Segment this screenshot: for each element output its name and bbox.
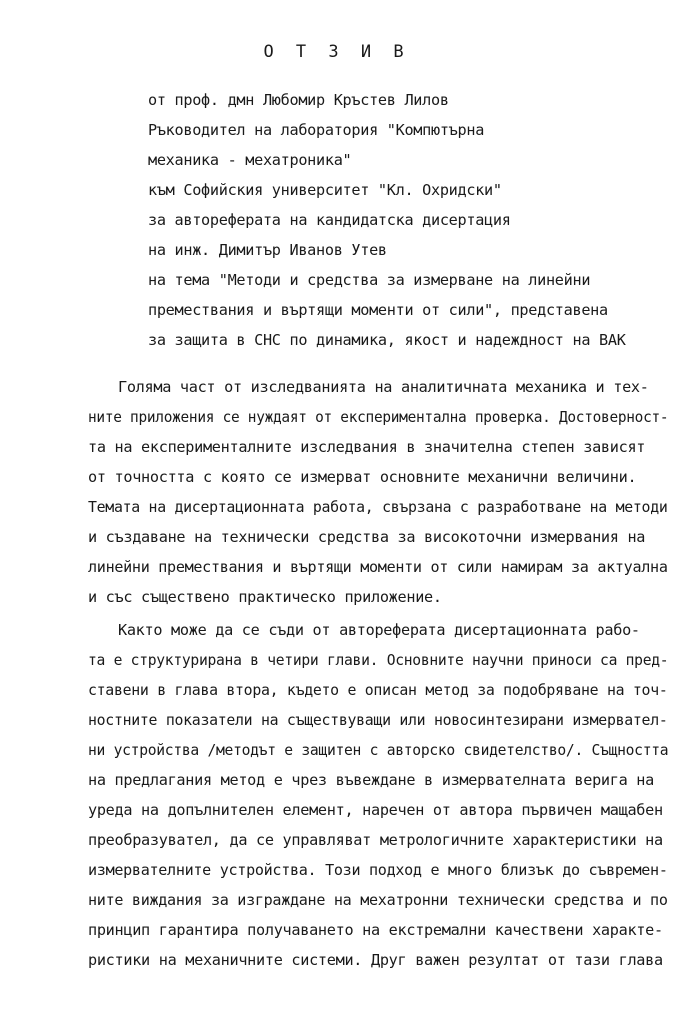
- paragraph-line: ните виждания за изграждане на мехатронни технически средства и по: [88, 891, 668, 909]
- paragraph-line: Темата на дисертационната работа, свързана с разработване на методи: [88, 498, 668, 516]
- paragraph-line: ристики на механичните системи. Друг важен резултат от тази глава: [88, 951, 663, 969]
- document-title: О Т З И В: [263, 42, 410, 62]
- header-line: за автореферата на кандидатска дисертация: [148, 211, 511, 229]
- header-line: на тема "Методи и средства за измерване на линейни: [148, 271, 591, 289]
- paragraph-line: ни устройства /методът е защитен с авторско свидетелство/. Същността: [88, 741, 669, 759]
- paragraph-line: на предлагания метод е чрез въвеждане в измервателната верига на: [88, 771, 654, 789]
- paragraph-line: преобразувател, да се управляват метрологичните характеристики на: [88, 831, 663, 849]
- paragraph-line: линейни премествания и въртящи моменти от сили намирам за актуална: [88, 558, 668, 576]
- paragraph-line: и със съществено практическо приложение.: [88, 588, 442, 606]
- paragraph-line: ните приложения се нуждаят от експериментална проверка. Достоверност-: [88, 408, 669, 426]
- paragraph-line: ставени в глава втора, където е описан метод за подобряване на точ-: [88, 681, 668, 699]
- header-line: на инж. Димитър Иванов Утев: [148, 241, 387, 259]
- header-line: за защита в СНС по динамика, якост и надеждност на ВАК: [148, 331, 626, 349]
- paragraph-line: принцип гарантира получаването на екстремални качествени характе-: [88, 921, 663, 939]
- paragraph-line: и създаване на технически средства за високоточни измервания на: [88, 528, 646, 546]
- header-line: към Софийския университет "Кл. Охридски": [148, 181, 502, 199]
- paragraph-line: Голяма част от изследванията на аналитичната механика и тех-: [118, 378, 649, 396]
- paragraph-line: та е структурирана в четири глави. Основните научни приноси са пред-: [88, 651, 669, 669]
- header-line: от проф. дмн Любомир Кръстев Лилов: [148, 91, 449, 109]
- paragraph-line: та на експерименталните изследвания в значителна степен зависят: [88, 438, 646, 456]
- paragraph-line: ностните показатели на съществуващи или новосинтезирани измервател-: [88, 711, 668, 729]
- header-line: премествания и въртящи моменти от сили", представена: [148, 301, 608, 319]
- paragraph-line: уреда на допълнителен елемент, наречен от автора първичен мащабен: [88, 801, 663, 819]
- header-line: Ръководител на лаборатория "Компютърна: [148, 121, 485, 139]
- header-line: механика - мехатроника": [148, 151, 352, 169]
- paragraph-line: от точността с която се измерват основните механични величини.: [88, 468, 637, 486]
- paragraph-line: измервателните устройства. Този подход е много близък до съвремен-: [88, 861, 668, 879]
- paragraph-line: Както може да се съди от автореферата дисертационната рабо-: [118, 621, 640, 639]
